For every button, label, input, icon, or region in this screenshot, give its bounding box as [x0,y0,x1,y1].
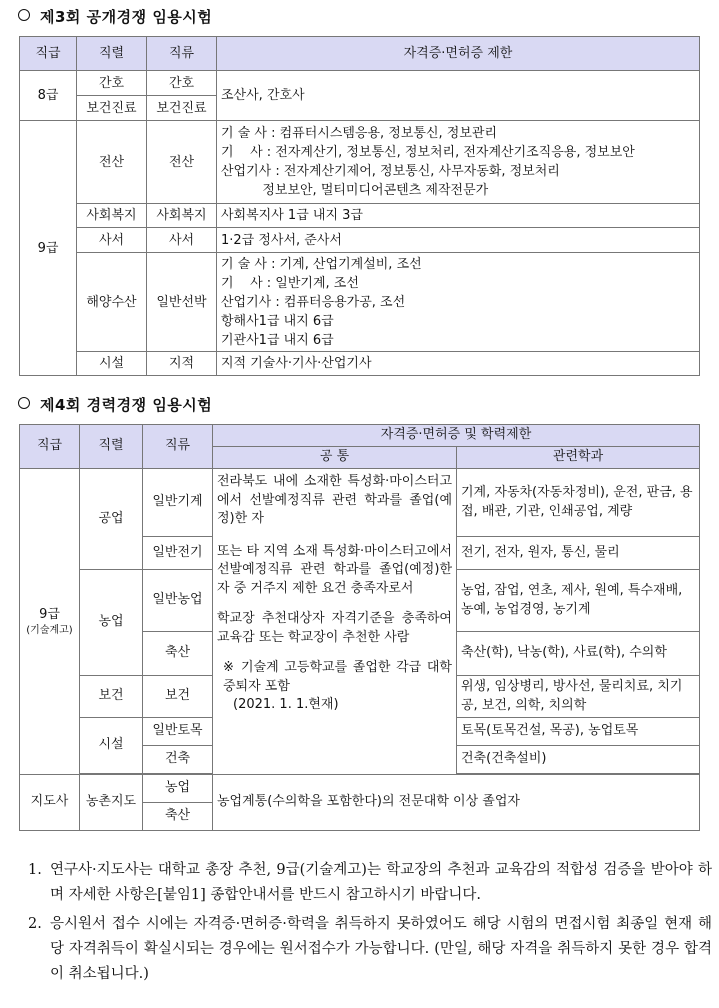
instructor-requirement-cell: 농업계통(수의학을 포함한다)의 전문대학 이상 졸업자 [213,775,700,831]
license-cell: 기 술 사 : 컴퓨터시스템응용, 정보통신, 정보관리 기 사 : 전자계산기, 정보통신, 정보처리, 전자계산기조직응용, 정보보안 산업기사 : 전자계산기제어, 정보통신, 사무자동화, 정보처리 정보보안, 멀티미디어콘텐츠 제작전문가 [217,121,700,204]
license-cell: 조산사, 간호사 [217,71,700,121]
series-cell: 농업 [80,570,143,676]
career-exam-table [19,424,700,831]
grade-cell: 9급 [20,121,77,376]
header-license: 자격증·면허증 및 학력제한 [213,425,700,447]
series-cell: 사서 [77,228,147,253]
common-requirement-cell: 전라북도 내에 소재한 특성화·마이스터고에서 선발예정직류 관련 학과를 졸업(예정)한 자 또는 타 지역 소재 특성화·마이스터고에서 선발예정직류 관련 학과를 졸업(예정)한 자 중 거주지 제한 요건 충족자로서 학교장 추천대상자 자격기준을 충족하여 교육감 또는 학교장이 추천한 사람 ※ 기술계 고등학교를 졸업한 각급 대학 중퇴자 포함 (2021. 1. 1.현재) [213,469,457,775]
series-cell: 공업 [80,469,143,570]
header-class: 직류 [143,425,213,469]
class-cell: 농업 [143,775,213,803]
table-row [20,228,700,253]
table-row [20,204,700,228]
series-cell: 보건진료 [77,96,147,121]
series-cell: 시설 [80,718,143,774]
open-exam-table [19,36,700,376]
class-cell: 일반토목 [143,718,213,746]
table-row [20,71,700,96]
circle-bullet-icon [18,9,30,21]
header-common: 공 통 [213,447,457,469]
table-row [20,469,700,537]
series-cell: 전산 [77,121,147,204]
grade-cell: 9급 (기술계고) [20,469,80,775]
table-row [20,352,700,376]
circle-bullet-icon [18,397,30,409]
section4-title: 제4회 경력경쟁 임용시험 [18,394,212,415]
class-cell: 사회복지 [147,204,217,228]
header-series: 직렬 [77,37,147,71]
class-cell: 일반선박 [147,253,217,352]
class-cell: 축산 [143,632,213,676]
series-cell: 해양수산 [77,253,147,352]
grade-cell: 지도사 [20,775,80,831]
header-grade: 직급 [20,425,80,469]
class-cell: 일반기계 [143,469,213,537]
related-cell: 전기, 전자, 원자, 통신, 물리 [457,537,700,570]
series-cell: 시설 [77,352,147,376]
license-cell: 기 술 사 : 기계, 산업기계설비, 조선 기 사 : 일반기계, 조선 산업기사 : 컴퓨터응용가공, 조선 항해사1급 내지 6급 기관사1급 내지 6급 [217,253,700,352]
class-cell: 간호 [147,71,217,96]
header-series: 직렬 [80,425,143,469]
section3-title: 제3회 공개경쟁 임용시험 [18,6,212,27]
series-cell: 사회복지 [77,204,147,228]
notes [28,858,712,991]
related-cell: 농업, 잠업, 연초, 제사, 원예, 특수재배, 농예, 농업경영, 농기계 [457,570,700,632]
class-cell: 전산 [147,121,217,204]
related-cell: 건축(건축설비) [457,746,700,774]
header-class: 직류 [147,37,217,71]
related-cell: 축산(학), 낙농(학), 사료(학), 수의학 [457,632,700,676]
table-row [20,253,700,352]
header-license: 자격증·면허증 제한 [217,37,700,71]
header-related: 관련학과 [457,447,700,469]
license-cell: 1·2급 정사서, 준사서 [217,228,700,253]
note-item: 1. 연구사·지도사는 대학교 총장 추천, 9급(기술계고)는 학교장의 추천과 교육감의 적합성 검증을 받아야 하며 자세한 사항은[붙임1] 종합안내서를 반드시 참고하시기 바랍니다. [28,862,712,903]
series-cell: 보건 [80,676,143,718]
note-item: 2. 응시원서 접수 시에는 자격증·면허증·학력을 취득하지 못하였어도 해당 시험의 면접시험 최종일 현재 해당 자격취득이 확실시되는 경우에는 원서접수가 가능합니다. (만일, 해당 자격을 취득하지 못한 경우 합격이 취소됩니다.) [28,916,712,982]
series-cell: 농촌지도 [80,775,143,831]
related-cell: 기계, 자동차(자동차정비), 운전, 판금, 용접, 배관, 기관, 인쇄공업, 계량 [457,469,700,537]
related-cell: 위생, 임상병리, 방사선, 물리치료, 치기공, 보건, 의학, 치의학 [457,676,700,718]
series-cell: 간호 [77,71,147,96]
class-cell: 축산 [143,803,213,831]
header-grade: 직급 [20,37,77,71]
class-cell: 일반전기 [143,537,213,570]
grade-cell: 8급 [20,71,77,121]
class-cell: 건축 [143,746,213,774]
related-cell: 토목(토목건설, 목공), 농업토목 [457,718,700,746]
class-cell: 일반농업 [143,570,213,632]
license-cell: 지적 기술사·기사·산업기사 [217,352,700,376]
class-cell: 보건진료 [147,96,217,121]
class-cell: 보건 [143,676,213,718]
class-cell: 지적 [147,352,217,376]
table-row [20,121,700,204]
grade-subtitle: (기술계고) [26,624,73,636]
class-cell: 사서 [147,228,217,253]
table-row [20,775,700,803]
license-cell: 사회복지사 1급 내지 3급 [217,204,700,228]
